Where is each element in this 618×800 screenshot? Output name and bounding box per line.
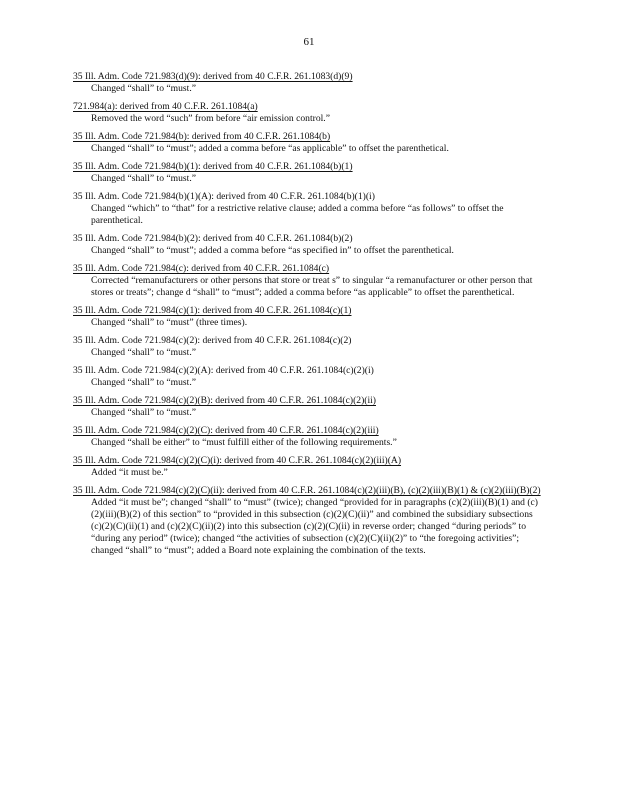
amendment-list (73, 71, 553, 563)
entry-heading-text: 35 Ill. Adm. Code 721.984(c)(2)(A): derived from 40 C.F.R. 261.1084(c)(2)(i) (73, 365, 374, 376)
entry-body: Changed “shall” to “must”; added a comma before “as specified in” to offset the parenthetical. (91, 245, 454, 256)
entry-heading-text: 35 Ill. Adm. Code 721.984(c)(2)(B): derived from 40 C.F.R. 261.1084(c)(2)(ii) (73, 395, 376, 406)
amendment-entry (73, 263, 553, 299)
entry-heading (73, 365, 553, 377)
entry-heading-text: 35 Ill. Adm. Code 721.984(c): derived from 40 C.F.R. 261.1084(c) (73, 263, 330, 274)
amendment-entry (73, 131, 553, 155)
entry-heading-text: 35 Ill. Adm. Code 721.984(c)(2): derived from 40 C.F.R. 261.1084(c)(2) (73, 335, 352, 346)
entry-heading-text: 35 Ill. Adm. Code 721.984(c)(2)(C): derived from 40 C.F.R. 261.1084(c)(2)(iii) (73, 425, 379, 436)
entry-heading (73, 263, 553, 275)
entry-heading (73, 233, 553, 245)
entry-heading (73, 101, 553, 113)
entry-heading (73, 485, 553, 497)
entry-body: Changed “shall” to “must”; added a comma before “as applicable” to offset the parenthetical. (91, 143, 449, 154)
page-number: 61 (303, 36, 315, 48)
amendment-entry (73, 305, 553, 329)
entry-heading (73, 455, 553, 467)
entry-body: Removed the word “such” from before “air emission control.” (91, 113, 330, 124)
entry-heading-text: 35 Ill. Adm. Code 721.984(c)(2)(C)(ii): derived from 40 C.F.R. 261.1084(c)(2)(iii)(B), (c)(2)(iii)(B)(1) & (c)(2)(iii)(B)(2) (73, 485, 541, 496)
entry-body: Changed “shall” to “must.” (91, 347, 196, 358)
entry-heading (73, 395, 553, 407)
entry-heading (73, 131, 553, 143)
amendment-entry (73, 191, 553, 227)
entry-body: Changed “shall” to “must.” (91, 407, 196, 418)
entry-heading-text: 35 Ill. Adm. Code 721.983(d)(9): derived from 40 C.F.R. 261.1083(d)(9) (73, 71, 353, 82)
amendment-entry (73, 395, 553, 419)
entry-heading (73, 335, 553, 347)
amendment-entry (73, 71, 553, 95)
entry-body: Added “it must be”; changed “shall” to “must” (twice); changed “provided for in paragraphs (c)(2)(iii)(B)(1) and (c)(2)(iii)(B)(2) of this section” to “provided in this subsection (c)(2)(C)(ii)” and combined the subsidiary subsections (c)(2)(C)(ii)(1) and (c)(2)(C)(ii)(2) into this subsection (c)(2)(C)(ii) in reverse order; changed “during periods” to “during any period” (twice); changed “the activities of subsection (c)(2)(C)(ii)(2)” to “the foregoing activities”; changed “shall” to “must”; added a Board note explaining the combination of the texts. (91, 497, 538, 556)
entry-body: Changed “shall” to “must” (three times). (91, 317, 248, 328)
amendment-entry (73, 365, 553, 389)
amendment-entry (73, 335, 553, 359)
entry-heading (73, 161, 553, 173)
entry-body: Added “it must be.” (91, 467, 168, 478)
entry-heading-text: 721.984(a): derived from 40 C.F.R. 261.1084(a) (73, 101, 258, 112)
entry-heading (73, 71, 553, 83)
entry-body: Corrected “remanufacturers or other persons that store or treat s” to singular “a remanufacturer or other person that stores or treats”; change d “shall” to “must”; added a comma before “as applicable” to offset the parenthetical. (91, 275, 533, 298)
amendment-entry (73, 455, 553, 479)
entry-body: Changed “which” to “that” for a restrictive relative clause; added a comma before “as follows” to offset the parenthetical. (91, 203, 504, 226)
entry-body: Changed “shall” to “must.” (91, 83, 196, 94)
entry-heading-text: 35 Ill. Adm. Code 721.984(b)(2): derived from 40 C.F.R. 261.1084(b)(2) (73, 233, 353, 244)
entry-heading (73, 425, 553, 437)
entry-body: Changed “shall” to “must.” (91, 377, 196, 388)
amendment-entry (73, 101, 553, 125)
amendment-entry (73, 485, 553, 557)
entry-heading (73, 191, 553, 203)
entry-heading-text: 35 Ill. Adm. Code 721.984(b): derived from 40 C.F.R. 261.1084(b) (73, 131, 331, 142)
entry-heading-text: 35 Ill. Adm. Code 721.984(c)(1): derived from 40 C.F.R. 261.1084(c)(1) (73, 305, 352, 316)
entry-heading-text: 35 Ill. Adm. Code 721.984(c)(2)(C)(i): derived from 40 C.F.R. 261.1084(c)(2)(iii)(A) (73, 455, 402, 466)
entry-body: Changed “shall” to “must.” (91, 173, 196, 184)
entry-body: Changed “shall be either” to “must fulfill either of the following requirements.” (91, 437, 397, 448)
amendment-entry (73, 161, 553, 185)
entry-heading-text: 35 Ill. Adm. Code 721.984(b)(1)(A): derived from 40 C.F.R. 261.1084(b)(1)(i) (73, 191, 375, 202)
amendment-entry (73, 425, 553, 449)
entry-heading (73, 305, 553, 317)
amendment-entry (73, 233, 553, 257)
entry-heading-text: 35 Ill. Adm. Code 721.984(b)(1): derived from 40 C.F.R. 261.1084(b)(1) (73, 161, 353, 172)
